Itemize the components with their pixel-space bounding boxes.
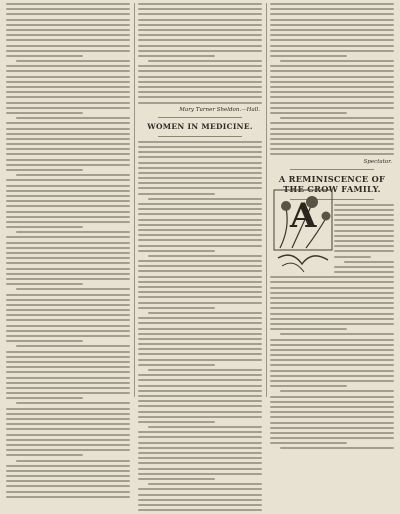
- text-line: [270, 302, 394, 304]
- text-line: [138, 385, 262, 387]
- text-line: [138, 317, 262, 319]
- text-line: [138, 411, 262, 413]
- text-line: [6, 319, 130, 321]
- text-line: [138, 229, 262, 231]
- text-line: [138, 193, 215, 195]
- text-line: [270, 339, 394, 341]
- text-line: [6, 382, 130, 384]
- text-line: [138, 50, 262, 52]
- text-line: [6, 179, 130, 181]
- text-line: [6, 19, 130, 21]
- text-line: [6, 268, 130, 270]
- text-line: [16, 402, 130, 404]
- text-line: [6, 65, 130, 67]
- text-line: [334, 204, 394, 206]
- text-line: [270, 45, 394, 47]
- text-line: [270, 297, 394, 299]
- text-line: [6, 50, 130, 52]
- drop-cap: A: [290, 196, 317, 236]
- text-line: [138, 151, 262, 153]
- text-line: [270, 313, 394, 315]
- text-line: [6, 304, 130, 306]
- text-line: [138, 364, 215, 366]
- separator: [158, 136, 242, 137]
- text-line: [270, 112, 347, 114]
- text-line: [138, 333, 262, 335]
- separator: [158, 117, 242, 118]
- text-line: [6, 480, 130, 482]
- text-line: [6, 299, 130, 301]
- text-line: [138, 379, 262, 381]
- text-line: [6, 29, 130, 31]
- text-line: [138, 307, 215, 309]
- text-line: [280, 117, 394, 119]
- text-line: [138, 156, 262, 158]
- text-line: [270, 143, 394, 145]
- text-line: [6, 211, 130, 213]
- text-line: [280, 447, 394, 449]
- text-lines: [138, 141, 262, 511]
- text-line: [270, 102, 394, 104]
- text-line: [270, 76, 394, 78]
- text-line: [138, 473, 262, 475]
- text-line: [6, 418, 130, 420]
- text-line: [138, 208, 262, 210]
- text-line: [138, 76, 262, 78]
- text-line: [6, 257, 130, 259]
- text-line: [6, 216, 130, 218]
- text-line: [6, 86, 130, 88]
- text-line: [138, 457, 262, 459]
- text-line: [138, 146, 262, 148]
- text-line: [138, 234, 262, 236]
- text-line: [16, 174, 130, 176]
- text-line: [270, 323, 394, 325]
- text-line: [334, 235, 394, 237]
- text-line: [138, 167, 262, 169]
- text-line: [6, 185, 130, 187]
- text-line: [138, 400, 262, 402]
- text-line: [270, 91, 394, 93]
- text-line: [6, 335, 130, 337]
- text-line: [138, 187, 262, 189]
- text-line: [270, 328, 347, 330]
- text-line: [270, 354, 394, 356]
- text-line: [6, 148, 130, 150]
- text-line: [270, 13, 394, 15]
- text-line: [138, 390, 262, 392]
- text-line: [138, 494, 262, 496]
- text-line: [270, 411, 394, 413]
- text-line: [16, 460, 130, 462]
- text-line: [334, 256, 371, 258]
- text-line: [138, 219, 262, 221]
- text-line: [270, 292, 394, 294]
- text-line: [6, 351, 130, 353]
- text-line: [138, 286, 262, 288]
- text-line: [148, 369, 262, 371]
- text-line: [6, 159, 130, 161]
- text-line: [6, 34, 130, 36]
- text-line: [270, 96, 394, 98]
- text-line: [6, 76, 130, 78]
- text-line: [138, 96, 262, 98]
- text-line: [270, 81, 394, 83]
- text-line: [270, 24, 394, 26]
- text-lines: [138, 3, 262, 104]
- text-line: [270, 318, 394, 320]
- text-line: [138, 81, 262, 83]
- text-line: [270, 133, 394, 135]
- text-line: [138, 245, 262, 247]
- text-line: [138, 348, 262, 350]
- text-line: [16, 345, 130, 347]
- text-line: [6, 465, 130, 467]
- text-line: [6, 96, 130, 98]
- text-line: [344, 261, 394, 263]
- text-line: [6, 143, 130, 145]
- text-line: [138, 162, 262, 164]
- text-line: [138, 395, 262, 397]
- text-line: [6, 408, 130, 410]
- text-line: [148, 198, 262, 200]
- text-line: [6, 24, 130, 26]
- text-line: [6, 366, 130, 368]
- text-line: [6, 325, 130, 327]
- text-line: [270, 86, 394, 88]
- text-line: [6, 273, 130, 275]
- text-line: [138, 55, 215, 57]
- text-line: [6, 475, 130, 477]
- text-line: [148, 426, 262, 428]
- text-line: [138, 405, 262, 407]
- text-line: [6, 164, 130, 166]
- text-line: [138, 224, 262, 226]
- text-line: [6, 278, 130, 280]
- text-line: [138, 239, 262, 241]
- text-line: [270, 432, 394, 434]
- text-line: [6, 392, 130, 394]
- text-line: [270, 19, 394, 21]
- text-line: [270, 375, 394, 377]
- text-line: [138, 102, 262, 104]
- text-line: [138, 338, 262, 340]
- text-line: [270, 281, 394, 283]
- text-line: [6, 107, 130, 109]
- text-line: [334, 250, 394, 252]
- text-line: [334, 230, 394, 232]
- text-line: [6, 221, 130, 223]
- text-line: [138, 488, 262, 490]
- text-line: [334, 224, 394, 226]
- text-line: [16, 60, 130, 62]
- text-line: [270, 437, 394, 439]
- text-line: [138, 24, 262, 26]
- text-line: [6, 247, 130, 249]
- text-line: [280, 333, 394, 335]
- text-line: [138, 281, 262, 283]
- text-line: [270, 307, 394, 309]
- text-line: [334, 271, 394, 273]
- text-line: [138, 359, 262, 361]
- text-line: [6, 55, 83, 57]
- text-line: [6, 356, 130, 358]
- text-line: [138, 265, 262, 267]
- text-line: [138, 442, 262, 444]
- text-line: [138, 8, 262, 10]
- text-line: [6, 226, 83, 228]
- text-line: [6, 81, 130, 83]
- text-line: [270, 401, 394, 403]
- text-line: [138, 13, 262, 15]
- text-line: [138, 34, 262, 36]
- text-line: [16, 288, 130, 290]
- text-line: [270, 50, 394, 52]
- text-line: [280, 60, 394, 62]
- text-line: [270, 359, 394, 361]
- text-line: [138, 86, 262, 88]
- text-line: [138, 421, 215, 423]
- text-line: [6, 200, 130, 202]
- text-line: [270, 427, 394, 429]
- text-line: [270, 138, 394, 140]
- article-byline: Mary Turner Sheldon.—Hall.: [179, 106, 260, 113]
- text-line: [6, 491, 130, 493]
- text-line: [270, 344, 394, 346]
- text-line: [138, 447, 262, 449]
- text-line: [138, 328, 262, 330]
- text-line: [138, 504, 262, 506]
- text-line: [270, 380, 394, 382]
- text-line: [6, 133, 130, 135]
- text-line: [6, 236, 130, 238]
- text-lines-wrapped: [334, 204, 394, 273]
- text-line: [6, 454, 83, 456]
- text-line: [6, 314, 130, 316]
- text-line: [6, 205, 130, 207]
- text-line: [138, 322, 262, 324]
- text-line: [138, 70, 262, 72]
- text-line: [6, 449, 130, 451]
- text-line: [6, 434, 130, 436]
- text-line: [138, 19, 262, 21]
- text-line: [270, 370, 394, 372]
- column-left: [6, 3, 130, 501]
- separator: [290, 169, 374, 170]
- text-line: [138, 296, 262, 298]
- text-line: [138, 172, 262, 174]
- text-line: [270, 276, 394, 278]
- text-line: [148, 483, 262, 485]
- column-rule: [134, 3, 135, 397]
- text-line: [138, 499, 262, 501]
- text-line: [6, 340, 83, 342]
- text-line: [6, 153, 130, 155]
- text-line: [6, 128, 130, 130]
- text-line: [270, 364, 394, 366]
- text-line: [280, 390, 394, 392]
- text-line: [270, 39, 394, 41]
- text-line: [138, 468, 262, 470]
- text-line: [270, 153, 394, 155]
- text-line: [270, 29, 394, 31]
- text-line: [138, 343, 262, 345]
- text-line: [6, 423, 130, 425]
- text-line: [148, 312, 262, 314]
- text-line: [138, 177, 262, 179]
- text-line: [138, 3, 262, 5]
- text-lines: [270, 3, 394, 155]
- text-line: [6, 91, 130, 93]
- text-line: [6, 387, 130, 389]
- text-line: [6, 122, 130, 124]
- text-line: [138, 260, 262, 262]
- text-line: [6, 195, 130, 197]
- text-line: [270, 287, 394, 289]
- text-line: [6, 283, 83, 285]
- text-line: [138, 353, 262, 355]
- text-line: [270, 34, 394, 36]
- article-title-crow-family: A REMINISCENCE OF THE CROW FAMILY.: [278, 173, 386, 194]
- text-line: [6, 413, 130, 415]
- text-line: [6, 361, 130, 363]
- text-line: [270, 122, 394, 124]
- text-line: [6, 309, 130, 311]
- text-line: [6, 377, 130, 379]
- text-line: [270, 442, 347, 444]
- text-line: [148, 60, 262, 62]
- text-line: [138, 452, 262, 454]
- text-line: [138, 478, 215, 480]
- text-line: [6, 112, 83, 114]
- text-line: [138, 29, 262, 31]
- text-line: [6, 330, 130, 332]
- text-line: [334, 245, 394, 247]
- text-line: [138, 250, 215, 252]
- text-lines: [6, 3, 130, 498]
- text-line: [270, 422, 394, 424]
- text-line: [6, 428, 130, 430]
- text-line: [138, 270, 262, 272]
- text-line: [334, 209, 394, 211]
- text-line: [6, 485, 130, 487]
- text-line: [138, 509, 262, 511]
- text-line: [6, 444, 130, 446]
- text-line: [138, 436, 262, 438]
- text-line: [6, 397, 83, 399]
- text-line: [270, 65, 394, 67]
- text-line: [138, 291, 262, 293]
- text-line: [6, 294, 130, 296]
- text-lines: [270, 276, 394, 449]
- text-line: [6, 190, 130, 192]
- text-line: [138, 45, 262, 47]
- text-line: [334, 266, 394, 268]
- text-line: [270, 406, 394, 408]
- text-line: [334, 219, 394, 221]
- text-line: [16, 117, 130, 119]
- text-line: [6, 70, 130, 72]
- text-line: [138, 431, 262, 433]
- text-line: [138, 213, 262, 215]
- text-line: [6, 13, 130, 15]
- text-line: [6, 371, 130, 373]
- text-line: [6, 242, 130, 244]
- text-line: [6, 8, 130, 10]
- text-line: [6, 138, 130, 140]
- text-line: [270, 349, 394, 351]
- text-line: [138, 141, 262, 143]
- text-line: [138, 462, 262, 464]
- text-line: [6, 496, 130, 498]
- text-line: [138, 374, 262, 376]
- text-line: [270, 396, 394, 398]
- text-line: [270, 3, 394, 5]
- column-rule: [266, 3, 267, 397]
- text-line: [270, 148, 394, 150]
- text-line: [6, 45, 130, 47]
- text-line: [138, 182, 262, 184]
- column-middle: [138, 3, 262, 514]
- text-line: [270, 128, 394, 130]
- text-line: [6, 39, 130, 41]
- text-line: [270, 55, 347, 57]
- article-title-women-in-medicine: WOMEN IN MEDICINE.: [147, 121, 253, 131]
- text-line: [270, 107, 394, 109]
- text-line: [6, 470, 130, 472]
- text-line: [138, 416, 262, 418]
- text-line: [6, 439, 130, 441]
- text-line: [138, 276, 262, 278]
- text-line: [148, 255, 262, 257]
- text-line: [270, 416, 394, 418]
- text-line: [138, 39, 262, 41]
- text-line: [16, 231, 130, 233]
- poem-attribution: Spectator.: [363, 158, 392, 165]
- text-line: [334, 214, 394, 216]
- text-line: [138, 302, 262, 304]
- text-line: [6, 169, 83, 171]
- text-line: [270, 8, 394, 10]
- text-line: [138, 91, 262, 93]
- text-line: [6, 262, 130, 264]
- text-line: [138, 203, 262, 205]
- text-line: [270, 70, 394, 72]
- text-line: [6, 3, 130, 5]
- text-line: [138, 65, 262, 67]
- text-line: [6, 102, 130, 104]
- text-line: [270, 385, 347, 387]
- text-line: [334, 240, 394, 242]
- text-line: [6, 252, 130, 254]
